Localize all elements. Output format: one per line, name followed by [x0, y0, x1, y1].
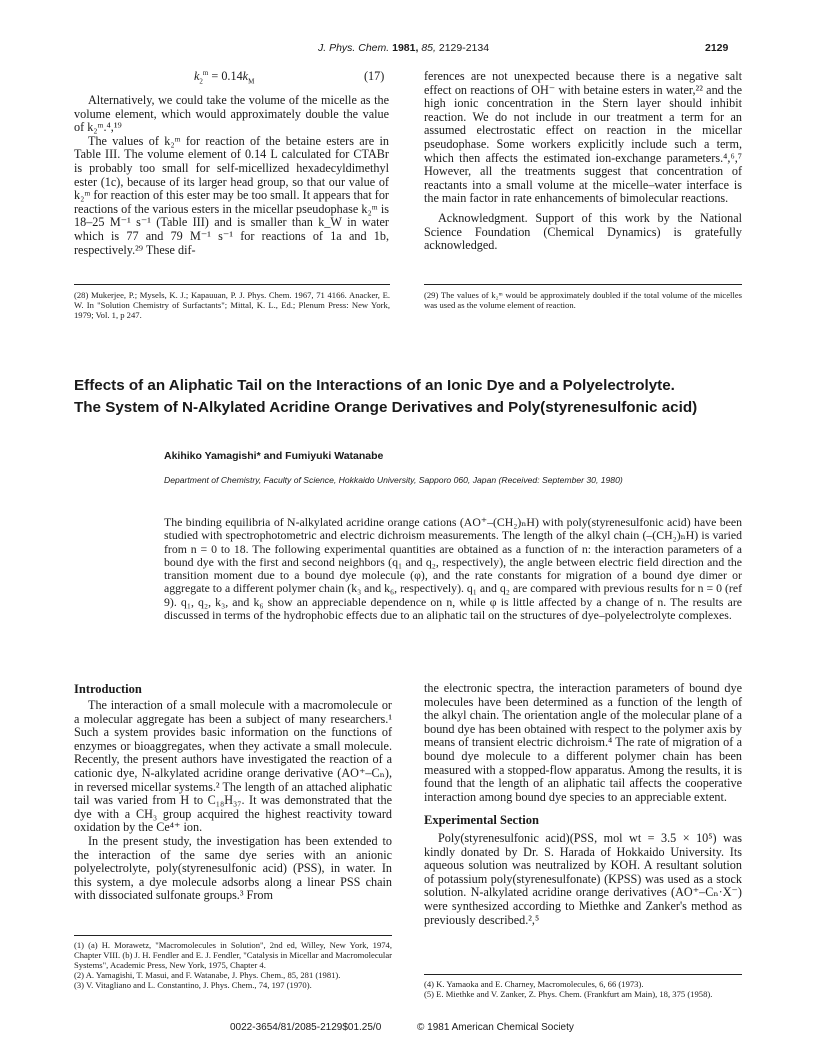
issn-code: 0022-3654/81/2085-2129$01.25/0	[230, 1022, 382, 1033]
intro-footnotes-right	[424, 979, 742, 999]
footnote-rule-intro-left	[74, 935, 392, 936]
affiliation: Department of Chemistry, Faculty of Science, Hokkaido University, Sapporo 060, Japan (Received: September 30, 1980)	[164, 475, 623, 485]
paragraph: The interaction of a small molecule with a macromolecule or a molecular aggregate has been a subject of many researchers.¹ Such a system provides basic information on the functions of enzymes or bioaggregates, when they activate a small molecule. Recently, the present authors have investigated the reaction of a cationic dye, N-alkylated acridine orange derivative (AO⁺–Cₙ), in reversed micellar systems.² The length of an attached aliphatic tail was varied from H to C₁₈H₃₇. It was demonstrated that the dye with a CH₃ group acquired the highest reactivity toward oxidation by the Ce⁴⁺ ion.	[74, 698, 392, 835]
authors: Akihiko Yamagishi* and Fumiyuki Watanabe	[164, 450, 384, 462]
journal-volume: 85,	[421, 42, 436, 54]
footnote-1: (1) (a) H. Morawetz, "Macromolecules in Solution", 2nd ed, Willey, New York, 1974, Chapter VIII. (b) J. H. Fendler and E. J. Fendler, "Catalysis in Micellar and Macromolecular Systems", Academic Press, New York, 1975, Chapter 4.	[74, 940, 392, 970]
introduction-heading: Introduction	[74, 682, 142, 696]
intro-left-column	[74, 699, 392, 903]
journal-citation	[318, 42, 489, 54]
experimental-heading: Experimental Section	[424, 813, 539, 828]
footnote-3: (3) V. Vitagliano and L. Constantino, J. Phys. Chem., 74, 197 (1970).	[74, 980, 312, 990]
intro-footnotes-left	[74, 940, 392, 990]
article-title	[74, 375, 754, 419]
footnote-rule-right	[424, 284, 742, 285]
footnote-5: (5) E. Miethke and V. Zanker, Z. Phys. Chem. (Frankfurt am Main), 18, 375 (1958).	[424, 989, 713, 999]
title-line-2: The System of N-Alkylated Acridine Orange Derivatives and Poly(styrenesulfonic acid)	[74, 399, 698, 416]
acknowledgment: Acknowledgment. Support of this work by the National Science Foundation (Chemical Dynamics) is gratefully acknowledged.	[424, 210, 742, 253]
journal-pages: 2129-2134	[438, 42, 490, 54]
footnote-28: (28) Mukerjee, P.; Mysels, K. J.; Kapauuan, P. J. Phys. Chem. 1967, 71 4166. Anacker, E. W. In "Solution Chemistry of Surfactants"; Mittal, K. L., Ed.; Plenum Press: New York, 1979; Vol. 1, p 247.	[74, 290, 390, 320]
journal-name: J. Phys. Chem.	[318, 42, 390, 54]
abstract: The binding equilibria of N-alkylated acridine orange cations (AO⁺–(CH₂)ₙH) with poly(styrenesulfonic acid) have been studied with spectrophotometric and electric dichroism measurements. The length of the alkyl chain (–(CH₂)ₙH) is varied from n = 0 to 18. The following experimental quantities are obtained as a function of n: the interaction parameters of a bound dye with the first and second neighbors (q₁ and q₂, respectively), the angle between electric field direction and the transition moment due to a bound dye molecule (φ), and the rate constants for migration of a bound dye dimer or aggregate to a different polymer chain (k₃ and k₆, respectively). q₁ and q₂ are compared with previous results for n = 0 (ref 9). q₁, q₂, k₃, and k₆ show an appreciable dependence on n, while φ is little affected by a change of n. The results are discussed in terms of the hydrophobic effects due to an aliphatic tail on the structures of dye–polyelectrolyte complexes.	[164, 515, 742, 623]
equation-number: (17)	[364, 69, 385, 83]
journal-year: 1981,	[392, 42, 419, 54]
prev-article-right-column	[424, 70, 742, 253]
paragraph: ferences are not unexpected because there is a negative salt effect on reactions of OH⁻ with betaine esters in water,²² and the high ionic concentration in the Stern layer should inhibit reaction. We do not include in our treatment a term for an assumed electrostatic effect on reaction in the micellar pseudophase. Some workers explicitly include such a term, which then affects the estimated ion-exchange parameters.⁴,⁶,⁷ However, all the treatments suggest that concentration of reactants into a small volume at the micelle–water interface is the main factor in rate enhancements of bimolecular reactions.	[424, 69, 742, 206]
copyright: © 1981 American Chemical Society	[417, 1022, 574, 1033]
prev-article-left-column	[74, 70, 389, 257]
footnote-4: (4) K. Yamaoka and E. Charney, Macromolecules, 6, 66 (1973).	[424, 979, 644, 989]
equation-row	[74, 70, 389, 86]
footnote-2: (2) A. Yamagishi, T. Masui, and F. Watanabe, J. Phys. Chem., 85, 281 (1981).	[74, 970, 341, 980]
paragraph: In the present study, the investigation has been extended to the interaction of the same dye series with an anionic polyelectrolyte, poly(styrenesulfonic acid) (PSS), in water. In this system, a dye molecule adsorbs along a linear PSS chain with dissociated sulfonate groups.³ From	[74, 833, 392, 903]
paragraph: the electronic spectra, the interaction parameters of bound dye molecules have been determined as a function of the length of the alkyl chain. The orientation angle of the molecular plane of a bound dye has been obtained with respect to the polymer axis by means of transient electric dichroism.⁴ The rate of migration of a bound dye molecule to a different polymer chain has been measured with a stopped-flow apparatus. Among the results, it is found that the length of an aliphatic tail affects the cooperative interaction among bound dye species to an appreciable extent.	[424, 681, 742, 804]
intro-right-column	[424, 682, 742, 927]
paragraph: The values of k₂ᵐ for reaction of the betaine esters are in Table III. The volume element of 0.14 L calculated for CTABr is probably too small for self-micellized hexadecyldimethyl ester (1c), because of its larger head group, so that our value of k₂ᵐ for reaction of this ester may be too small. It appears that for reactions of the various esters in the micellar pseudophase k₂ᵐ is 18–25 M⁻¹ s⁻¹ (Table III) and is smaller than k_W in water which is 77 and 79 M⁻¹ s⁻¹ for reactions of 1a and 1b, respectively.²⁹ These dif-	[74, 133, 389, 257]
paragraph: Poly(styrenesulfonic acid)(PSS, mol wt = 3.5 × 10⁵) was kindly donated by Dr. S. Harada of Hokkaido University. Its aqueous solution was neutralized by KOH. A resultant solution of potassium poly(styrenesulfonate) (KPSS) was used as a stock solution. N-alkylated acridine orange derivatives (AO⁺–Cₙ·X⁻) were synthesized according to Miethke and Zanker's method as previously described.²,⁵	[424, 830, 742, 927]
footnote-rule-left	[74, 284, 390, 285]
page-number: 2129	[705, 42, 729, 54]
footnote-rule-intro-right	[424, 974, 742, 975]
equation: $k_2^m = 0.14k_M$	[194, 68, 255, 86]
title-line-1: Effects of an Aliphatic Tail on the Interactions of an Ionic Dye and a Polyelectrolyte.	[74, 377, 675, 394]
paragraph: Alternatively, we could take the volume of the micelle as the volume element, which would approximately double the value of k₂ᵐ.⁴,¹⁹	[74, 93, 389, 135]
footnote-29: (29) The values of k₂ᵐ would be approximately doubled if the total volume of the micelles was used as the volume element of reaction.	[424, 290, 742, 310]
